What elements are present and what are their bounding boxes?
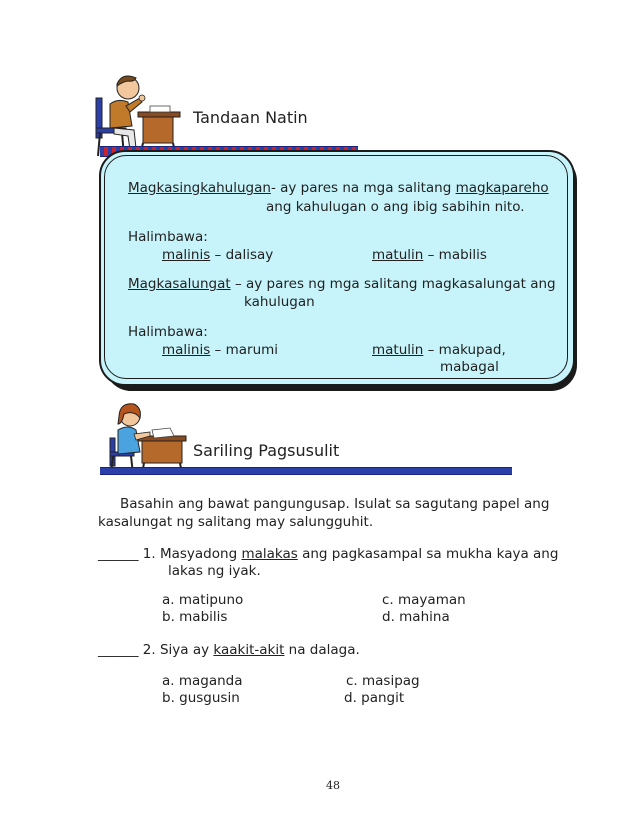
- definition-antonym-line2: kahulugan: [244, 294, 315, 310]
- term-synonym: Magkasingkahulugan: [128, 180, 271, 196]
- choice-1b: b. mabilis: [162, 609, 228, 625]
- choice-1a: a. matipuno: [162, 592, 244, 608]
- question-text: ang pagkasampal sa mukha kaya ang: [297, 546, 559, 562]
- girl-studying-clipart: [100, 398, 190, 478]
- page-number: 48: [326, 779, 340, 792]
- example-word: malinis: [162, 247, 211, 263]
- underlined-word: malakas: [241, 546, 298, 562]
- definition-synonym-text: - ay pares na mga salitang: [270, 180, 456, 196]
- example-meaning: – makupad,: [423, 342, 506, 358]
- definition-antonym-text: – ay pares ng mga salitang magkasalungat ang: [230, 276, 556, 292]
- example-meaning: – dalisay: [210, 247, 274, 263]
- choice-2c: c. masipag: [346, 673, 420, 689]
- example-antonym-2-line2: mabagal: [440, 359, 499, 375]
- instructions-line2: kasalungat ng salitang may salungguhit.: [98, 514, 374, 530]
- question-1: [98, 546, 558, 562]
- choice-2b: b. gusgusin: [162, 690, 240, 706]
- choice-1d: d. mahina: [382, 609, 450, 625]
- definition-antonym: [128, 276, 556, 292]
- example-word: malinis: [162, 342, 211, 358]
- section-title-sariling-pagsusulit: Sariling Pagsusulit: [193, 441, 340, 460]
- section-divider-bar-2: [100, 467, 512, 475]
- example-synonym-2: [372, 247, 487, 263]
- example-label-1: Halimbawa:: [128, 229, 208, 245]
- underlined-word: kaakit-akit: [213, 642, 285, 658]
- question-1-cont: lakas ng iyak.: [168, 563, 261, 579]
- question-text: na dalaga.: [284, 642, 360, 658]
- choice-1c: c. mayaman: [382, 592, 466, 608]
- instructions-line1: Basahin ang bawat pangungusap. Isulat sa sagutang papel ang: [120, 496, 550, 512]
- example-synonym-1: [162, 247, 273, 263]
- section-title-tandaan: Tandaan Natin: [193, 108, 308, 127]
- answer-blank: ______: [98, 642, 139, 658]
- example-word: matulin: [372, 342, 424, 358]
- definition-synonym: [128, 180, 549, 196]
- definition-synonym-line2: ang kahulugan o ang ibig sabihin nito.: [266, 199, 525, 215]
- example-meaning: – mabilis: [423, 247, 487, 263]
- question-2: [98, 642, 360, 658]
- question-text: 1. Masyadong: [138, 546, 242, 562]
- term-magkapareho: magkapareho: [455, 180, 549, 196]
- example-word: matulin: [372, 247, 424, 263]
- example-antonym-2: [372, 342, 506, 358]
- example-antonym-1: [162, 342, 278, 358]
- example-label-2: Halimbawa:: [128, 324, 208, 340]
- term-antonym: Magkasalungat: [128, 276, 231, 292]
- example-meaning: – marumi: [210, 342, 279, 358]
- answer-blank: ______: [98, 546, 139, 562]
- choice-2a: a. maganda: [162, 673, 243, 689]
- choice-2d: d. pangit: [344, 690, 405, 706]
- question-text: 2. Siya ay: [138, 642, 214, 658]
